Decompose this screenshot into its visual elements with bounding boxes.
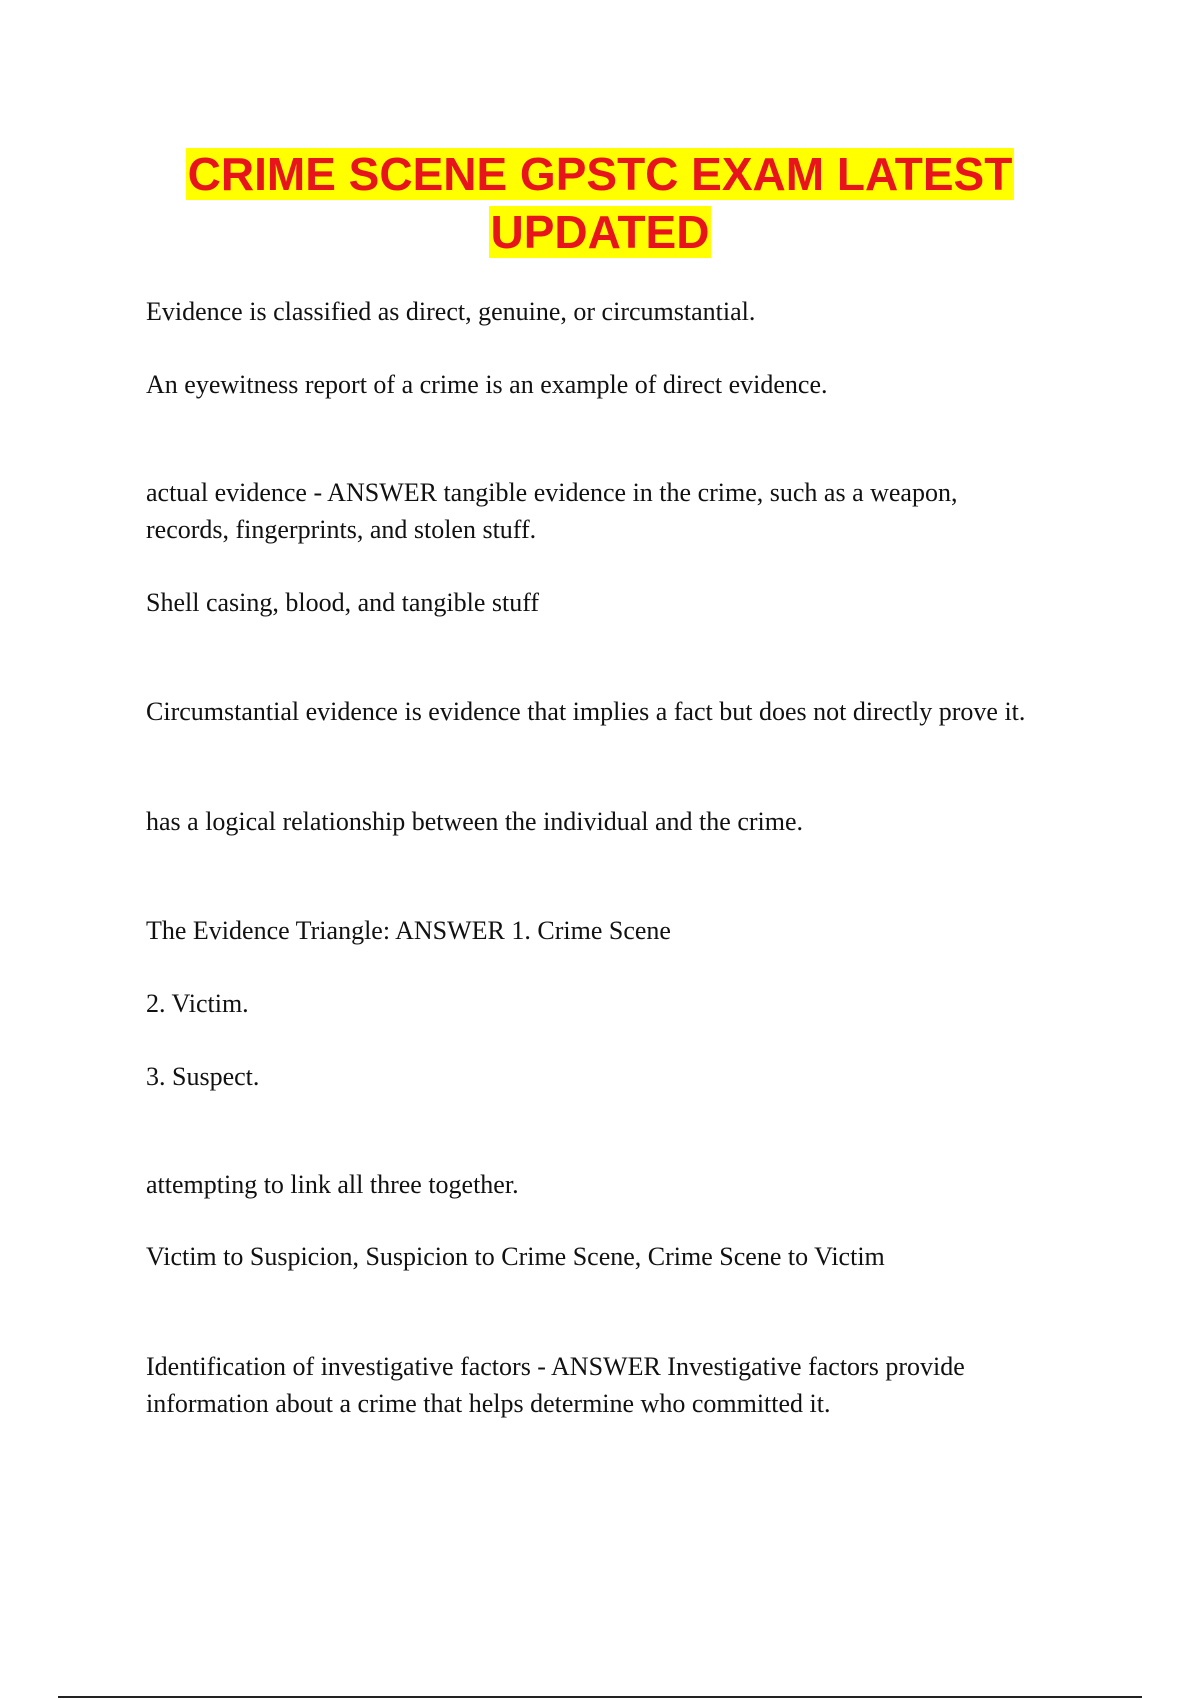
paragraph-investigative-factors: Identification of investigative factors - ANSWER Investigative factors provide information about a crime that helps determine who committed it. [146, 1352, 965, 1418]
paragraph-eyewitness-report: An eyewitness report of a crime is an example of direct evidence. [146, 370, 828, 399]
paragraph-circumstantial-evidence: Circumstantial evidence is evidence that implies a fact but does not directly prove it. [146, 697, 1026, 726]
title-line-1: CRIME SCENE GPSTC EXAM LATEST [187, 148, 1013, 200]
paragraph-link-all-three: attempting to link all three together. [146, 1170, 519, 1199]
paragraph-evidence-classification: Evidence is classified as direct, genuine, or circumstantial. [146, 297, 756, 326]
paragraph-victim: 2. Victim. [146, 989, 249, 1018]
paragraph-logical-relationship: has a logical relationship between the individual and the crime. [146, 807, 804, 836]
footer-divider [58, 1696, 1142, 1698]
title-line-2: UPDATED [490, 206, 710, 258]
paragraph-shell-casing: Shell casing, blood, and tangible stuff [146, 588, 540, 617]
page-title [0, 145, 1200, 261]
paragraph-victim-suspicion: Victim to Suspicion, Suspicion to Crime Scene, Crime Scene to Victim [146, 1242, 885, 1271]
paragraph-suspect: 3. Suspect. [146, 1062, 260, 1091]
paragraph-evidence-triangle: The Evidence Triangle: ANSWER 1. Crime Scene [146, 916, 671, 945]
paragraph-actual-evidence: actual evidence - ANSWER tangible evidence in the crime, such as a weapon, records, fingerprints, and stolen stuff. [146, 478, 958, 544]
